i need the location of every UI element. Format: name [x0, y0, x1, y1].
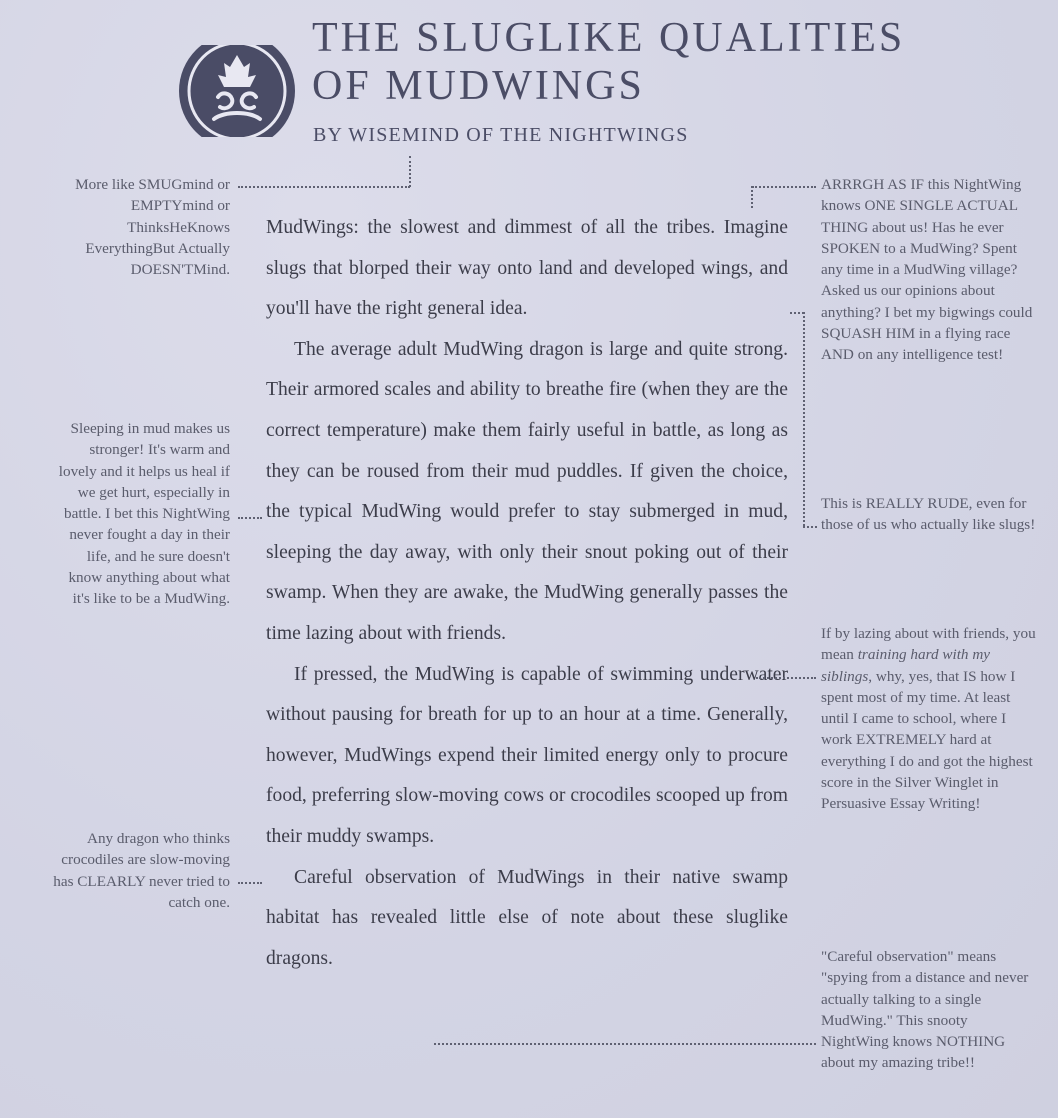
paragraph-4: Careful observation of MudWings in their native swamp habitat has revealed little else of note about these sluglike dragons.	[266, 866, 788, 969]
paragraph-2: The average adult MudWing dragon is large and quite strong. Their armored scales and ability to breathe fire (when they are the correct temperature) make them fairly useful in battle, as long as they can be roused from their mud puddles. If given the choice, the typical MudWing would prefer to stay submerged in mud, sleeping the day away, with only their snout poking out of their swamp. When they are awake, the MudWing generally passes the time lazing about with friends.	[266, 338, 788, 644]
note-right-3-text-a: If by lazing about with friends, you mean	[821, 625, 1036, 664]
margin-note-right-1: ARRRGH AS IF this NightWing knows ONE SINGLE ACTUAL THING about us! Has he ever SPOKEN to a MudWing? Spent any time in a MudWing village? Asked us our opinions about anything? I bet my bigwings could SQUASH HIM in a flying race AND on any intelligence test!	[821, 176, 1033, 364]
leader-line	[756, 677, 816, 679]
nightwing-emblem-icon	[178, 45, 296, 137]
leader-line	[751, 186, 753, 208]
paragraph-3: If pressed, the MudWing is capable of swimming underwater without pausing for breath for up to an hour at a time. Generally, however, MudWings expend their limited energy only to procure food, preferring slow-moving cows or crocodiles scooped up from their muddy swamps.	[266, 663, 788, 847]
leader-line	[238, 517, 262, 519]
leader-line	[434, 1043, 816, 1045]
note-right-3-italic: training hard with my siblings	[821, 646, 991, 685]
leader-line	[238, 186, 410, 188]
leader-line	[238, 882, 262, 884]
main-text	[266, 208, 788, 979]
byline: BY WISEMIND OF THE NIGHTWINGS	[313, 124, 689, 146]
leader-line	[803, 526, 817, 528]
paragraph-1: MudWings: the slowest and dimmest of all the tribes. Imagine slugs that blorped their way onto land and developed wings, and you'll have the right general idea.	[266, 217, 788, 320]
leader-line	[752, 186, 816, 188]
margin-note-left-3: Any dragon who thinks crocodiles are slow-moving has CLEARLY never tried to catch one.	[53, 830, 230, 911]
margin-note-right-3	[821, 623, 1036, 815]
margin-note-left-2: Sleeping in mud makes us stronger! It's warm and lovely and it helps us heal if we get hurt, especially in battle. I bet this NightWing never fought a day in their life, and he sure doesn't know anything about what it's like to be a MudWing.	[58, 420, 230, 608]
leader-line	[409, 156, 411, 187]
leader-line	[803, 312, 805, 526]
leader-line	[790, 312, 804, 314]
title-line-2: OF MUDWINGS	[312, 63, 645, 109]
title-line-1: THE SLUGLIKE QUALITIES	[312, 15, 906, 61]
note-right-3-text-b: , why, yes, that IS how I spent most of my time. At least until I came to school, where I work EXTREMELY hard at everything I do and got the highest score in the Silver Winglet in Persuasive Essay Writing!	[821, 667, 1033, 813]
margin-note-right-4: "Careful observation" means "spying from a distance and never actually talking to a single MudWing." This snooty NightWing knows NOTHING about my amazing tribe!!	[821, 948, 1029, 1072]
margin-note-right-2: This is REALLY RUDE, even for those of us who actually like slugs!	[821, 495, 1036, 534]
page-title	[312, 14, 905, 110]
margin-note-left-1: More like SMUGmind or EMPTYmind or ThinksHeKnows EverythingBut Actually DOESN'TMind.	[75, 176, 230, 279]
